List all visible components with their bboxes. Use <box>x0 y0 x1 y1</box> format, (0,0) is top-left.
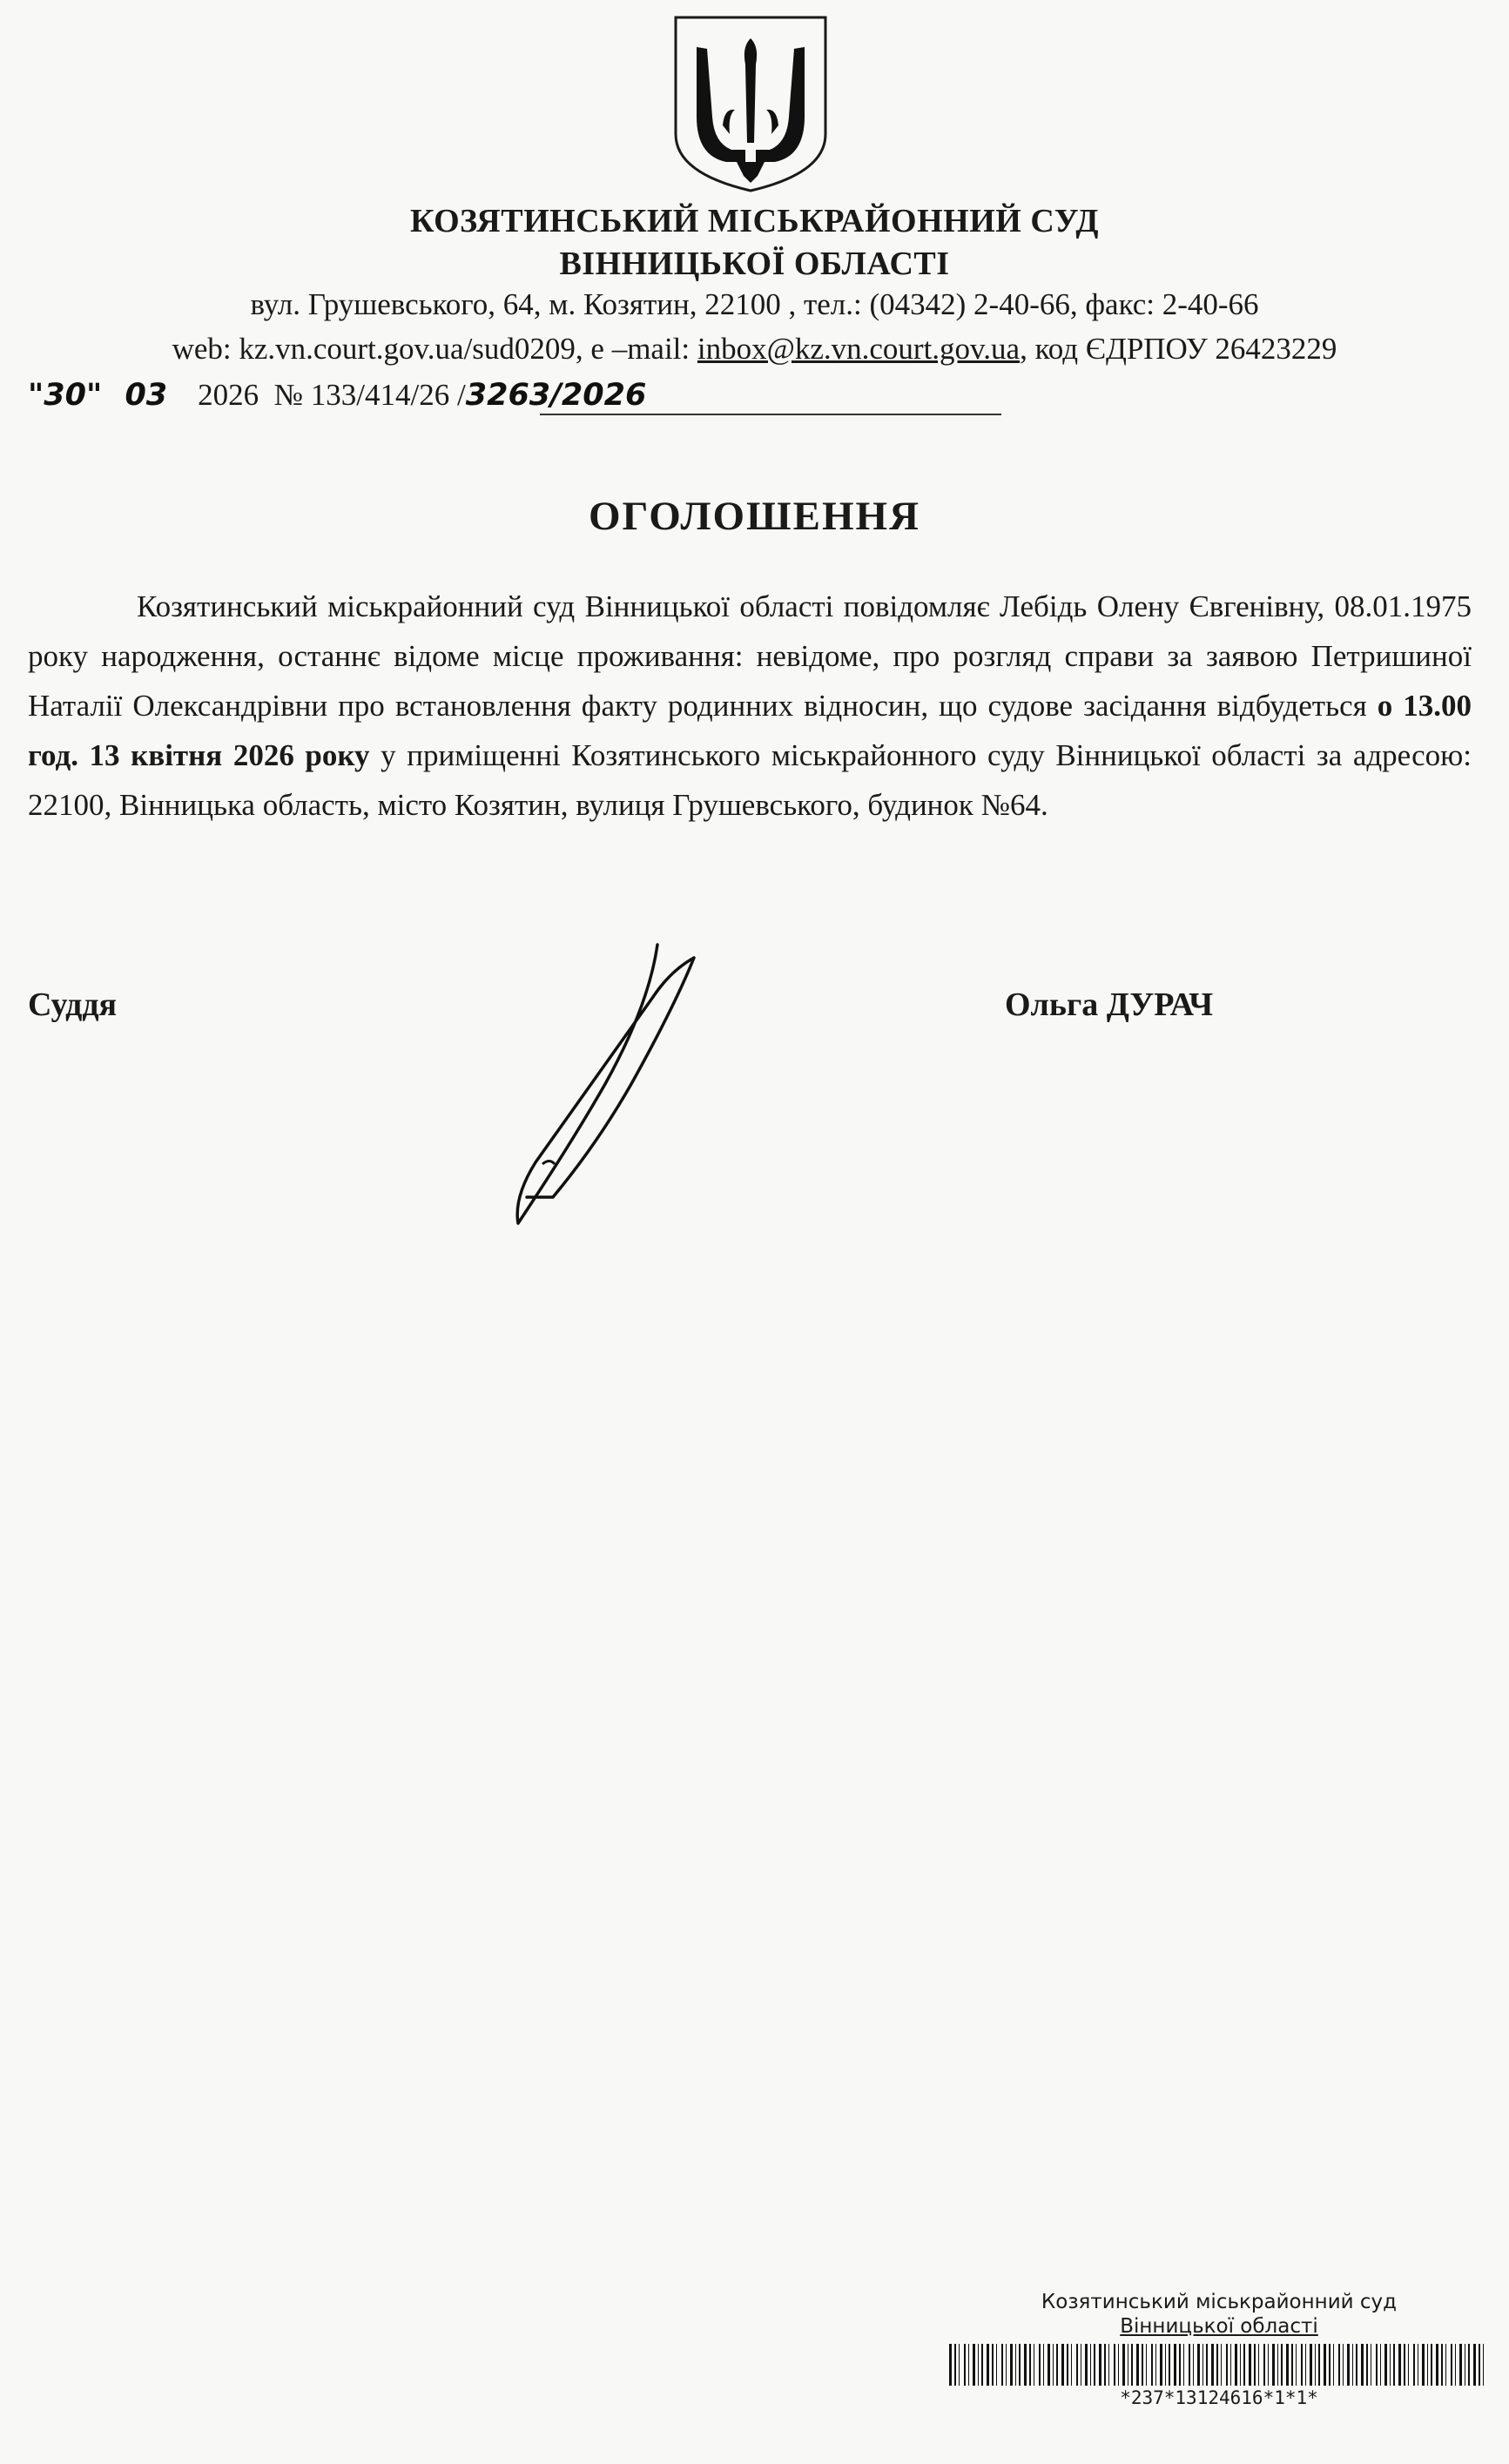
barcode-icon <box>949 2344 1489 2386</box>
registration-underline <box>540 414 1001 415</box>
hearing-datetime: о 13.00 год. 13 квітня 2026 року <box>28 689 1472 772</box>
registry-stamp <box>949 2290 1489 2408</box>
paragraph-text-2: у приміщенні Козятинського міськрайонного суду Вінницької області за адресою: 22100, Вінницька область, місто Козятин, вулиця Грушевського, будинок №64. <box>28 738 1472 822</box>
announcement-body <box>28 582 1472 830</box>
registration-number: № 133/414/26 / <box>273 378 466 412</box>
announcement-paragraph <box>28 582 1472 830</box>
web-address: web: kz.vn.court.gov.ua/sud0209, e –mail: <box>172 332 697 366</box>
email-address: inbox@kz.vn.court.gov.ua <box>697 332 1021 366</box>
registration-month: 03 <box>125 378 168 413</box>
stamp-org-line1: Козятинський міськрайонний суд <box>1041 2291 1398 2313</box>
judge-role: Суддя <box>28 986 118 1023</box>
court-name-line1: КОЗЯТИНСЬКИЙ МІСЬКРАЙОННИЙ СУД <box>410 203 1099 239</box>
court-address: вул. Грушевського, 64, м. Козятин, 22100 , тел.: (04342) 2-40-66, факс: 2-40-66 <box>250 287 1259 321</box>
barcode-number: *237*13124616*1*1* <box>1120 2387 1318 2408</box>
paragraph-text-1: Козятинський міськрайонний суд Вінницької області повідомляє Лебідь Олену Євгенівну, 08.01.1975 року народження, останнє відоме місце проживання: невідоме, про розгляд справи за заявою Петришиної Наталії Олександрівни про встановлення факту родинних відносин, що судове засідання відбудеться <box>28 589 1472 723</box>
registration-line <box>28 378 646 413</box>
handwritten-signature-icon <box>501 936 727 1241</box>
trident-emblem-icon <box>670 12 831 195</box>
stamp-org-line2: Вінницької області <box>1120 2315 1318 2338</box>
court-contacts <box>0 332 1509 367</box>
edrpou-code: , код ЄДРПОУ 26423229 <box>1020 332 1337 366</box>
registration-year: 2026 <box>198 378 259 412</box>
registration-number-handwritten: 3263/2026 <box>465 378 647 413</box>
document-title: ОГОЛОШЕННЯ <box>588 494 921 539</box>
registration-day: "30" <box>28 378 103 413</box>
court-name-line2: ВІННИЦЬКОЇ ОБЛАСТІ <box>559 246 950 282</box>
judge-name: Ольга ДУРАЧ <box>1005 986 1214 1023</box>
